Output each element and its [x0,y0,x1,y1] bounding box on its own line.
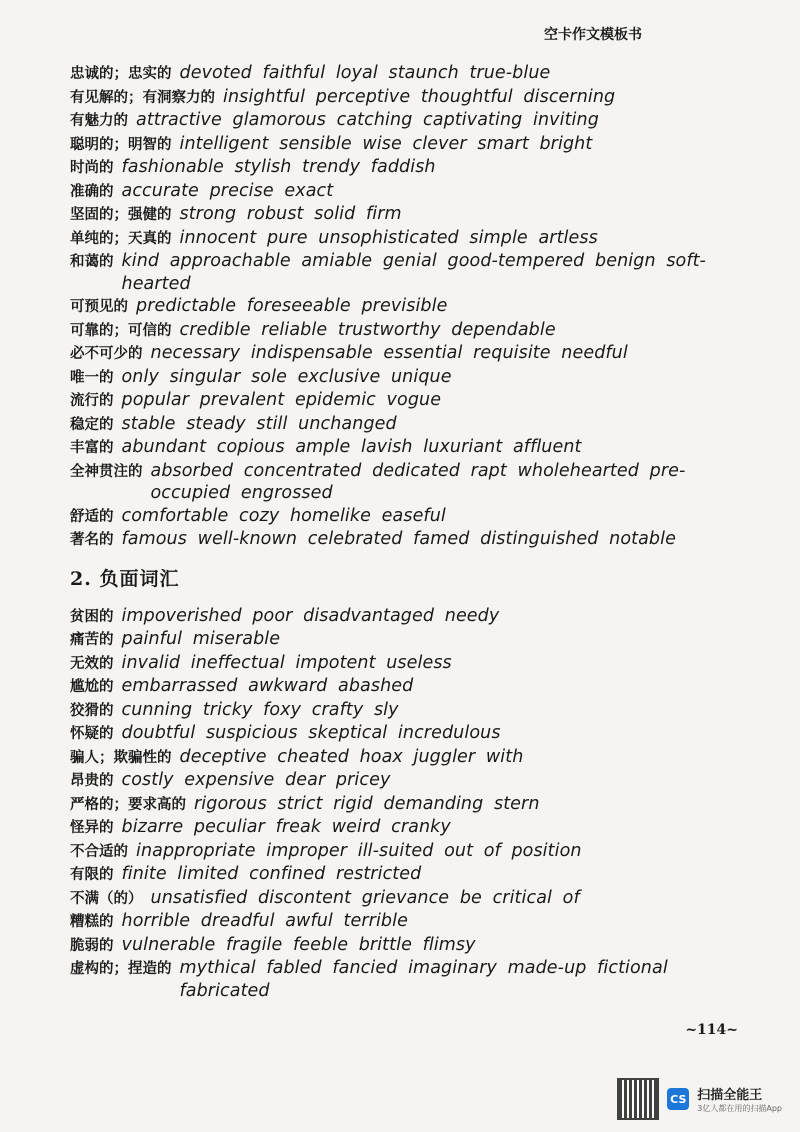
english-synonyms: absorbed concentrated dedicated rapt wholehearted pre- [150,460,686,481]
chinese-term: 虚构的；捏造的 [70,960,172,977]
english-synonyms: devoted faithful loyal staunch true-blue [179,63,551,83]
english-synonyms: embarrassed awkward abashed [121,676,414,696]
chinese-term: 稳定的 [70,415,114,433]
section-title: 2. 负面词汇 [70,567,180,590]
chinese-term: 时尚的 [70,159,114,176]
chinese-term: 舒适的 [70,507,114,525]
negative-vocabulary [70,605,720,1003]
vocab-entry [70,250,720,295]
vocab-entry [70,863,720,887]
english-synonyms: mythical fabled fancied imaginary made-up fictional [179,958,668,978]
vocab-entry [70,366,720,390]
vocab-entry [70,628,720,652]
english-synonyms: popular prevalent epidemic vogue [121,390,442,410]
english-synonyms: impoverished poor disadvantaged needy [121,605,500,626]
vocab-entry [70,816,720,840]
english-synonyms-continued: occupied engrossed [150,483,333,503]
english-synonyms: kind approachable amiable genial good-tempered benign soft- [121,251,706,271]
english-synonyms: doubtful suspicious skeptical incredulous [121,723,501,743]
chinese-term: 痛苦的 [70,631,114,648]
chinese-term: 不合适的 [70,842,128,860]
vocab-entry [70,505,720,529]
watermark-title: 扫描全能王 [697,1088,763,1103]
chinese-term: 可靠的；可信的 [70,321,172,339]
vocab-entry [70,436,720,460]
vocab-entry [70,203,720,227]
english-synonyms: famous well-known celebrated famed distinguished notable [121,529,676,549]
english-synonyms: painful miserable [121,629,281,649]
english-synonyms-continued: fabricated [179,980,270,1001]
chinese-term: 狡猾的 [70,701,114,719]
english-synonyms: invalid ineffectual impotent useless [121,652,452,673]
vocab-entry [70,934,720,958]
english-synonyms: unsatisfied discontent grievance be critical of [150,887,580,908]
chinese-term: 坚固的；强健的 [70,206,172,223]
vocab-entry [70,62,720,86]
vocab-entry [70,840,720,864]
vocab-entry [70,957,720,1002]
english-synonyms: fashionable stylish trendy faddish [121,157,436,177]
english-synonyms: rigorous strict rigid demanding stern [194,793,540,814]
english-synonyms: horrible dreadful awful terrible [121,911,408,931]
chinese-term: 尴尬的 [70,678,114,695]
vocab-entry [70,793,720,817]
english-synonyms: vulnerable fragile feeble brittle flimsy [121,934,476,955]
vocab-entry [70,528,720,552]
chinese-term: 怪异的 [70,819,114,836]
vocab-entry [70,389,720,413]
vocab-entry [70,156,720,180]
chinese-term: 单纯的；天真的 [70,229,172,247]
vocab-entry [70,722,720,746]
scanner-watermark [617,1078,782,1120]
camscanner-logo-icon: CS [667,1088,689,1110]
chinese-term: 聪明的；明智的 [70,135,172,153]
vocab-entry [70,413,720,437]
chinese-term: 唯一的 [70,368,114,386]
english-synonyms: finite limited confined restricted [121,864,422,884]
chinese-term: 糟糕的 [70,913,114,930]
vocab-entry [70,133,720,157]
english-synonyms: costly expensive dear pricey [121,770,391,790]
chinese-term: 全神贯注的 [70,462,143,480]
chinese-term: 无效的 [70,654,114,672]
vocab-entry [70,652,720,676]
chinese-term: 有见解的；有洞察力的 [70,88,215,106]
chinese-term: 必不可少的 [70,345,143,362]
english-synonyms: deceptive cheated hoax juggler with [179,746,524,767]
vocab-entry [70,699,720,723]
english-synonyms: stable steady still unchanged [121,413,397,434]
vocab-entry [70,342,720,366]
chinese-term: 昂贵的 [70,772,114,789]
english-synonyms: abundant copious ample lavish luxuriant affluent [121,437,582,457]
chinese-term: 可预见的 [70,298,128,315]
english-synonyms: attractive glamorous catching captivating inviting [136,110,599,130]
vocab-entry [70,746,720,770]
english-synonyms: credible reliable trustworthy dependable [179,319,556,340]
english-synonyms: innocent pure unsophisticated simple artless [179,227,598,248]
chinese-term: 著名的 [70,531,114,548]
chinese-term: 忠诚的；忠实的 [70,65,172,82]
chinese-term: 和蔼的 [70,253,114,270]
page-number: ~114~ [685,1022,738,1038]
vocab-entry [70,295,720,319]
positive-vocabulary [70,62,720,552]
english-synonyms: intelligent sensible wise clever smart bright [179,133,593,154]
vocab-entry [70,605,720,629]
english-synonyms: bizarre peculiar freak weird cranky [121,817,451,837]
chinese-term: 不满（的） [70,889,143,907]
chinese-term: 有魅力的 [70,112,128,129]
vocab-entry [70,887,720,911]
running-head: 空卡作文模板书 [544,27,642,43]
vocab-entry [70,86,720,110]
watermark-subtitle: 3亿人都在用的扫描App [697,1104,782,1113]
chinese-term: 丰富的 [70,439,114,456]
vocab-entry [70,769,720,793]
vocab-entry [70,109,720,133]
qr-code-icon [617,1078,659,1120]
english-synonyms: necessary indispensable essential requisite needful [150,343,628,363]
english-synonyms: only singular sole exclusive unique [121,366,452,387]
chinese-term: 怀疑的 [70,725,114,742]
chinese-term: 有限的 [70,866,114,883]
chinese-term: 贫困的 [70,607,114,625]
english-synonyms: inappropriate improper ill-suited out of position [136,840,582,861]
chinese-term: 骗人；欺骗性的 [70,748,172,766]
vocab-entry [70,319,720,343]
chinese-term: 准确的 [70,182,114,200]
vocabulary-list [70,62,720,1002]
chinese-term: 流行的 [70,392,114,409]
english-synonyms: insightful perceptive thoughtful discerning [223,86,616,107]
english-synonyms: strong robust solid firm [179,204,402,224]
english-synonyms: comfortable cozy homelike easeful [121,505,446,526]
vocab-entry [70,180,720,204]
english-synonyms: predictable foreseeable previsible [136,296,448,316]
chinese-term: 严格的；要求高的 [70,795,186,813]
english-synonyms-continued: hearted [121,273,191,294]
english-synonyms: cunning tricky foxy crafty sly [121,699,399,720]
vocab-entry [70,910,720,934]
vocab-entry [70,675,720,699]
english-synonyms: accurate precise exact [121,180,334,201]
chinese-term: 脆弱的 [70,936,114,954]
vocab-entry [70,460,720,505]
vocab-entry [70,227,720,251]
